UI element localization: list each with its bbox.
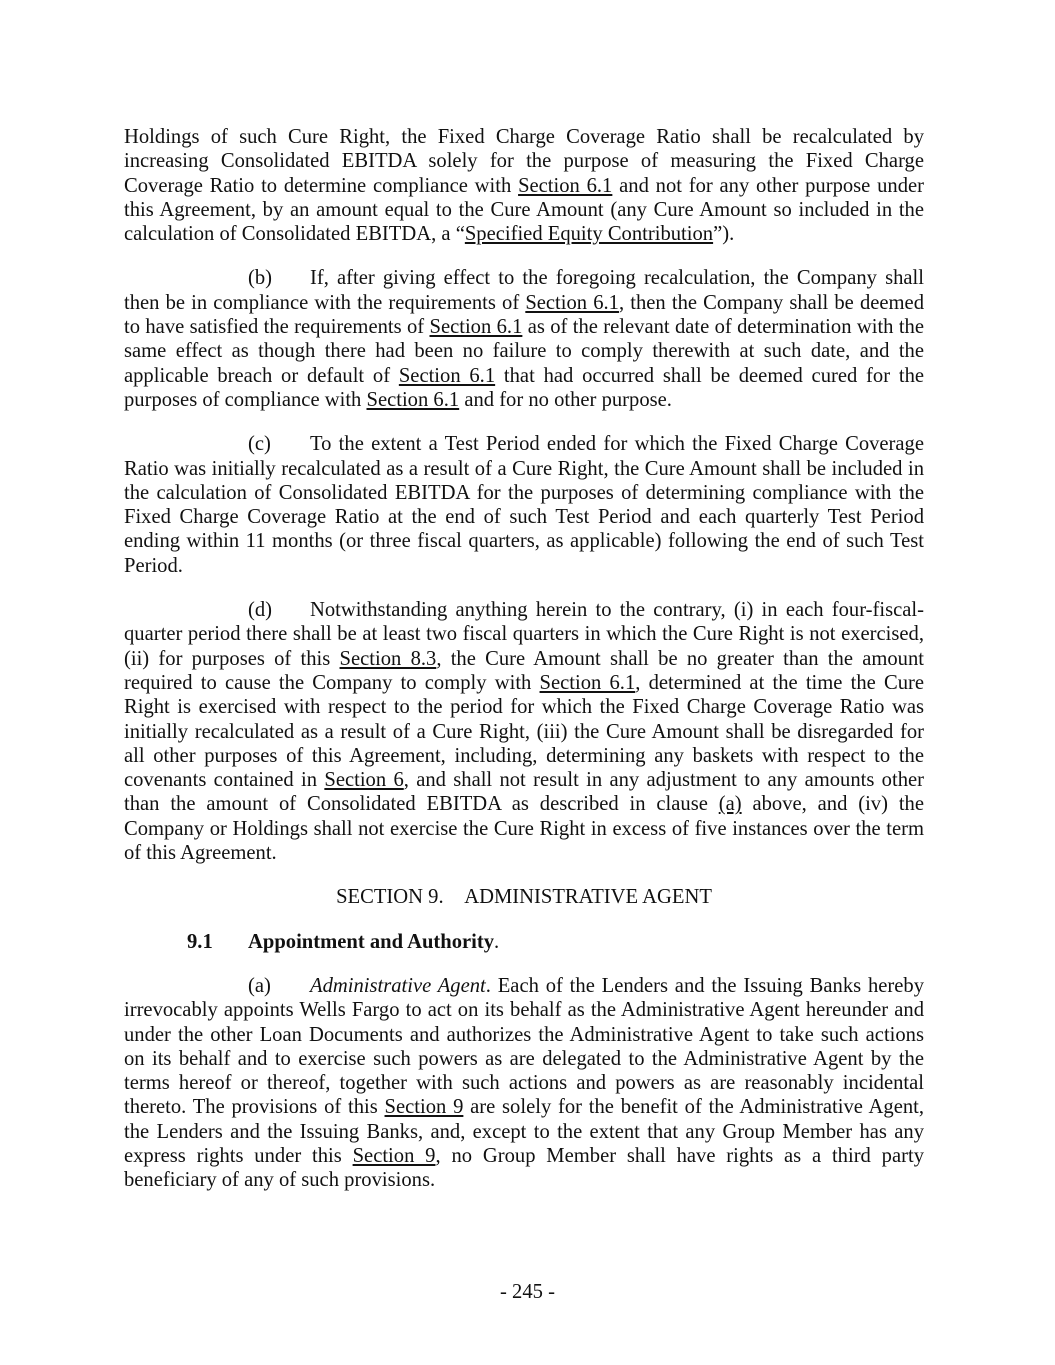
subsection-heading bbox=[187, 930, 924, 954]
cross-reference: (a) bbox=[718, 793, 742, 816]
page-number: - 245 - bbox=[500, 1281, 555, 1303]
continuation-paragraph bbox=[124, 125, 924, 246]
clause-label: (a) bbox=[248, 974, 271, 997]
cross-reference: Section 8.3 bbox=[339, 647, 437, 670]
subsection-number: 9.1 bbox=[187, 930, 213, 953]
paragraph-text: , determined at the time the Cure Right is exercised with respect to the period for which the Fixed Charge Coverage Ratio was initially recalculated as a result of a Cure Right, (iii) the Cure Amount shall be disregarded for all other purposes of this Agreement, including, determining any baskets with respect to the covenants contained in bbox=[124, 671, 925, 792]
section-9-1-clauses bbox=[124, 974, 924, 1193]
paragraph-text: as of the relevant date of determination with the same effect as though there had been no failure to comply therewith at such date, and the applicable breach or default of bbox=[124, 316, 924, 387]
cross-reference: Section 6.1 bbox=[539, 671, 636, 694]
paragraph-text: Notwithstanding anything herein to the contrary, (i) in each four-fiscal-quarter period there shall be at least two fiscal quarters in which the Cure Right is not exercised, (ii) for purposes of this bbox=[124, 599, 924, 670]
clause-paragraph bbox=[124, 432, 924, 578]
document-body bbox=[124, 125, 924, 1213]
clause-paragraph bbox=[124, 598, 924, 865]
paragraph-text: , no Group Member shall have rights as a third party beneficiary of any of such provisions. bbox=[124, 1144, 924, 1192]
section-heading: SECTION 9. ADMINISTRATIVE AGENT bbox=[336, 886, 712, 909]
paragraph-text: ”). bbox=[713, 223, 735, 246]
subsection-title-period: . bbox=[494, 930, 500, 953]
paragraph-text: that had occurred shall be deemed cured for the purposes of compliance with bbox=[124, 364, 925, 411]
paragraph-text: and for no other purpose. bbox=[459, 388, 672, 411]
cross-reference: Section 6.1 bbox=[525, 291, 619, 314]
cross-reference: Section 6.1 bbox=[398, 364, 496, 387]
cross-reference: Specified Equity Contribution bbox=[464, 223, 714, 246]
paragraph-text: If, after giving effect to the foregoing recalculation, the Company shall then be in compliance with the requirements of bbox=[124, 267, 924, 314]
paragraph-text: , and shall not result in any adjustment to any amounts other than the amount of Consolidated EBITDA as described in clause bbox=[124, 769, 925, 816]
clause-label: (c) bbox=[248, 433, 271, 456]
cross-reference: Section 9 bbox=[352, 1144, 436, 1167]
clause-label: (d) bbox=[248, 599, 273, 622]
paragraph-text: above, and (iv) the Company or Holdings shall not exercise the Cure Right in excess of five instances over the term of this Agreement. bbox=[124, 793, 924, 865]
paragraph-text: To the extent a Test Period ended for which the Fixed Charge Coverage Ratio was initially recalculated as a result of a Cure Right, the Cure Amount shall be included in the calculation of Consolidated EBITDA for the purposes of determining compliance with the Fixed Charge Coverage Ratio at the end of such Test Period and each quarterly Test Period ending within 11 months (or three fiscal quarters, as applicable) following the end of such Test Period. bbox=[124, 433, 924, 577]
cross-reference: Section 6 bbox=[324, 769, 404, 792]
cross-reference: Section 6.1 bbox=[366, 388, 460, 411]
subsection-title: Appointment and Authority bbox=[248, 930, 495, 953]
paragraph-text: , the Cure Amount shall be no greater than the amount required to cause the Company to comply with bbox=[124, 647, 924, 694]
clause-paragraph bbox=[124, 266, 924, 412]
cross-reference: Section 9 bbox=[384, 1096, 464, 1119]
paragraph-text: , then the Company shall be deemed to have satisfied the requirements of bbox=[124, 291, 924, 339]
section-8-3-clauses bbox=[124, 125, 924, 865]
clause-paragraph bbox=[124, 974, 924, 1193]
paragraph-text: Holdings of such Cure Right, the Fixed Charge Coverage Ratio shall be recalculated by increasing Consolidated EBITDA solely for the purpose of measuring the Fixed Charge Coverage Ratio to determine compliance with bbox=[124, 126, 924, 197]
cross-reference: Section 6.1 bbox=[429, 316, 523, 339]
paragraph-text: and not for any other purpose under this Agreement, by an amount equal to the Cure Amount (any Cure Amount so included in the calculation of Consolidated EBITDA, a “ bbox=[124, 174, 924, 246]
paragraph-text: . Each of the Lenders and the Issuing Banks hereby irrevocably appoints Wells Fargo to act on its behalf as the Administrative Agent hereunder and under the other Loan Documents and authorizes the Administrative Agent to take such actions on its behalf and to exercise such powers as are delegated to the Administrative Agent by the terms hereof or thereof, together with such actions and powers as are reasonably incidental thereto. The provisions of this bbox=[124, 974, 924, 1119]
cross-reference: Section 6.1 bbox=[518, 174, 613, 197]
clause-label: (b) bbox=[248, 267, 273, 290]
clause-caption: Administrative Agent bbox=[310, 974, 486, 997]
paragraph-text: are solely for the benefit of the Administrative Agent, the Lenders and the Issuing Banks, and, except to the extent that any Group Member has any express rights under this bbox=[124, 1096, 925, 1167]
